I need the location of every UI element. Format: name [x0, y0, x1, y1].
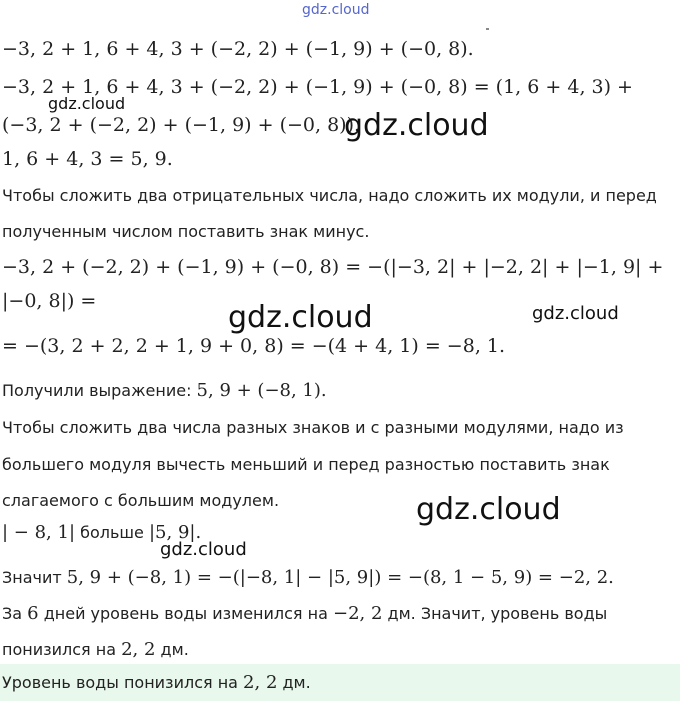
answer-line	[2, 672, 311, 693]
text-line-17-math-1: 2, 2	[121, 639, 156, 660]
math-line-4: 1, 6 + 4, 3 = 5, 9.	[2, 148, 173, 170]
text-line-13: слагаемого с большим модулем.	[2, 491, 280, 510]
text-line-12: большего модуля вычесть меньший и перед разностью поставить знак	[2, 455, 610, 474]
text-line-16	[2, 603, 607, 624]
text-line-16-part-1: За	[2, 604, 28, 623]
math-line-1: −3, 2 + 1, 6 + 4, 3 + (−2, 2) + (−1, 9) + (−0, 8).	[2, 38, 474, 60]
text-line-16-part-2: дней уровень воды изменился на	[38, 604, 333, 623]
text-line-15-math: 5, 9 + (−8, 1) = −(|−8, 1| − |5, 9|) = −(8, 1 − 5, 9) = −2, 2.	[66, 567, 614, 588]
watermark-2: gdz.cloud	[344, 108, 489, 143]
watermark-4: gdz.cloud	[532, 303, 619, 324]
text-line-6: полученным числом поставить знак минус.	[2, 222, 370, 241]
text-line-17	[2, 639, 189, 660]
text-line-17-part-2: дм.	[155, 640, 189, 659]
text-line-10-label: Получили выражение:	[2, 381, 197, 400]
watermark-6: gdz.cloud	[160, 539, 247, 560]
text-line-14-math-1: | − 8, 1|	[2, 522, 76, 543]
text-line-14-label: больше	[75, 523, 149, 542]
math-line-9: = −(3, 2 + 2, 2 + 1, 9 + 0, 8) = −(4 + 4, 1) = −8, 1.	[2, 335, 506, 357]
watermark-top: gdz.cloud	[302, 2, 370, 18]
answer-part-2: дм.	[277, 673, 311, 692]
watermark-3: gdz.cloud	[228, 300, 373, 335]
answer-box	[0, 664, 680, 701]
watermark-1: gdz.cloud	[48, 94, 126, 113]
text-line-16-math-2: −2, 2	[332, 603, 383, 624]
text-line-15	[2, 567, 614, 588]
text-line-15-label: Значит	[2, 568, 67, 587]
header-tick	[486, 28, 489, 30]
text-line-5: Чтобы сложить два отрицательных числа, надо сложить их модули, и перед	[2, 186, 657, 205]
math-line-2: −3, 2 + 1, 6 + 4, 3 + (−2, 2) + (−1, 9) + (−0, 8) = (1, 6 + 4, 3) +	[2, 76, 633, 98]
text-line-16-part-3: дм. Значит, уровень воды	[382, 604, 608, 623]
math-line-8: |−0, 8|) =	[2, 290, 97, 312]
text-line-10-math: 5, 9 + (−8, 1).	[196, 380, 327, 401]
text-line-10	[2, 380, 327, 401]
text-line-16-math-1: 6	[27, 603, 39, 624]
text-line-14-math-2: |5, 9|.	[148, 522, 202, 543]
math-line-3: (−3, 2 + (−2, 2) + (−1, 9) + (−0, 8)).	[2, 114, 361, 136]
answer-math: 2, 2	[243, 672, 278, 693]
watermark-5: gdz.cloud	[416, 492, 561, 527]
text-line-11: Чтобы сложить два числа разных знаков и с разными модулями, надо из	[2, 418, 624, 437]
text-line-17-part-1: понизился на	[2, 640, 122, 659]
answer-part-1: Уровень воды понизился на	[2, 673, 244, 692]
math-line-7: −3, 2 + (−2, 2) + (−1, 9) + (−0, 8) = −(|−3, 2| + |−2, 2| + |−1, 9| +	[2, 256, 664, 278]
